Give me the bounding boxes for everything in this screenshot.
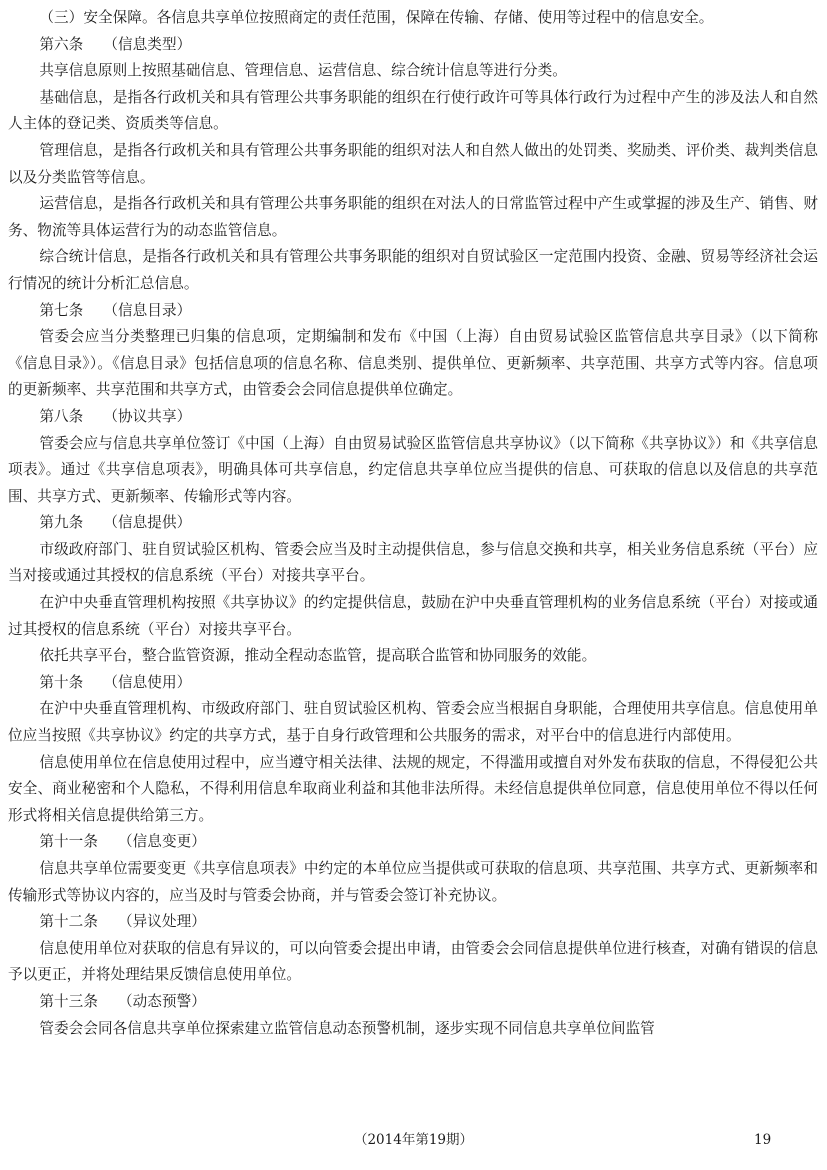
body-paragraph: 在沪中央垂直管理机构按照《共享协议》的约定提供信息，鼓励在沪中央垂直管理机构的业务信息系统（平台）对接或通过其授权的信息系统（平台）对接共享平台。 (8, 594, 818, 638)
body-paragraph: （三）安全保障。各信息共享单位按照商定的责任范围，保障在传输、存储、使用等过程中的信息安全。 (39, 9, 714, 26)
body-paragraph: 基础信息，是指各行政机关和具有管理公共事务职能的组织在行使行政许可等具体行政行为过程中产生的涉及法人和自然人主体的登记类、资质类等信息。 (8, 88, 818, 133)
body-paragraph: 在沪中央垂直管理机构、市级政府部门、驻自贸试验区机构、管委会应当根据自身职能，合理使用共享信息。信息使用单位应当按照《共享协议》约定的共享方式，基于自身行政管理和公共服务的需求，对平台中的信息进行内部使用。 (8, 700, 818, 745)
article-number: 第十条 (39, 673, 84, 691)
article-heading (8, 404, 818, 431)
page-number: 19 (754, 1132, 772, 1148)
article-heading (8, 909, 818, 936)
article-number: 第六条 (39, 35, 84, 53)
article-title: （动态预警） (118, 992, 206, 1010)
body-paragraph: 管委会会同各信息共享单位探索建立监管信息动态预警机制，逐步实现不同信息共享单位间监管 (39, 1019, 655, 1037)
body-paragraph: 依托共享平台，整合监管资源，推动全程动态监管，提高联合监管和协同服务的效能。 (39, 647, 597, 665)
article-number: 第八条 (39, 407, 84, 425)
article-number: 第九条 (39, 514, 84, 532)
body-paragraph: 共享信息原则上按照基础信息、管理信息、运营信息、综合统计信息等进行分类。 (39, 62, 567, 80)
article-title: （协议共享） (103, 407, 192, 425)
article-heading (8, 32, 818, 59)
body-paragraph: 市级政府部门、驻自贸试验区机构、管委会应当及时主动提供信息，参与信息交换和共享，相关业务信息系统（平台）应当对接或通过其授权的信息系统（平台）对接共享平台。 (8, 540, 818, 585)
page-footer (0, 1127, 827, 1153)
article-heading (8, 670, 818, 697)
body-paragraph: 管委会应当分类整理已归集的信息项，定期编制和发布《中国（上海）自由贸易试验区监管信息共享目录》（以下简称《信息目录》）。《信息目录》包括信息项的信息名称、信息类别、提供单位、更新频率、共享范围、共享方式等内容。信息项的更新频率、共享范围和共享方式，由管委会会同信息提供单位确定。 (8, 328, 818, 399)
article-number: 第十三条 (39, 992, 98, 1010)
issue-label: （2014年第19期） (353, 1132, 474, 1148)
document-body (8, 5, 818, 1042)
body-paragraph: 综合统计信息，是指各行政机关和具有管理公共事务职能的组织对自贸试验区一定范围内投资、金融、贸易等经济社会运行情况的统计分析汇总信息。 (8, 248, 818, 292)
body-paragraph: 管理信息，是指各行政机关和具有管理公共事务职能的组织对法人和自然人做出的处罚类、奖励类、评价类、裁判类信息以及分类监管等信息。 (8, 141, 818, 186)
body-paragraph: 信息共享单位需要变更《共享信息项表》中约定的本单位应当提供或可获取的信息项、共享范围、共享方式、更新频率和传输形式等协议内容的，应当及时与管委会协商，并与管委会签订补充协议。 (8, 860, 818, 904)
article-title: （信息提供） (103, 514, 192, 532)
article-heading (8, 298, 818, 325)
body-paragraph: 运营信息，是指各行政机关和具有管理公共事务职能的组织在对法人的日常监管过程中产生或掌握的涉及生产、销售、财务、物流等具体运营行为的动态监管信息。 (8, 195, 818, 239)
article-number: 第十二条 (39, 913, 98, 931)
article-number: 第十一条 (39, 833, 98, 851)
body-paragraph: 信息使用单位在信息使用过程中，应当遵守相关法律、法规的规定，不得滥用或擅自对外发布获取的信息，不得侵犯公共安全、商业秘密和个人隐私，不得利用信息牟取商业利益和其他非法所得。未经信息提供单位同意，信息使用单位不得以任何形式将相关信息提供给第三方。 (8, 753, 818, 824)
body-paragraph: 信息使用单位对获取的信息有异议的，可以向管委会提出申请，由管委会会同信息提供单位进行核查，对确有错误的信息予以更正，并将处理结果反馈信息使用单位。 (8, 939, 818, 984)
article-title: （信息类型） (103, 35, 192, 53)
article-title: （信息变更） (118, 833, 206, 851)
article-heading (8, 829, 818, 856)
article-title: （异议处理） (118, 913, 206, 931)
article-number: 第七条 (39, 301, 84, 319)
article-heading (8, 989, 818, 1016)
article-title: （信息目录） (103, 301, 192, 319)
article-heading (8, 510, 818, 537)
article-title: （信息使用） (103, 673, 192, 691)
body-paragraph: 管委会应与信息共享单位签订《中国（上海）自由贸易试验区监管信息共享协议》（以下简称《共享协议》）和《共享信息项表》。通过《共享信息项表》，明确具体可共享信息，约定信息共享单位应当提供的信息、可获取的信息以及信息的共享范围、共享方式、更新频率、传输形式等内容。 (8, 434, 818, 505)
